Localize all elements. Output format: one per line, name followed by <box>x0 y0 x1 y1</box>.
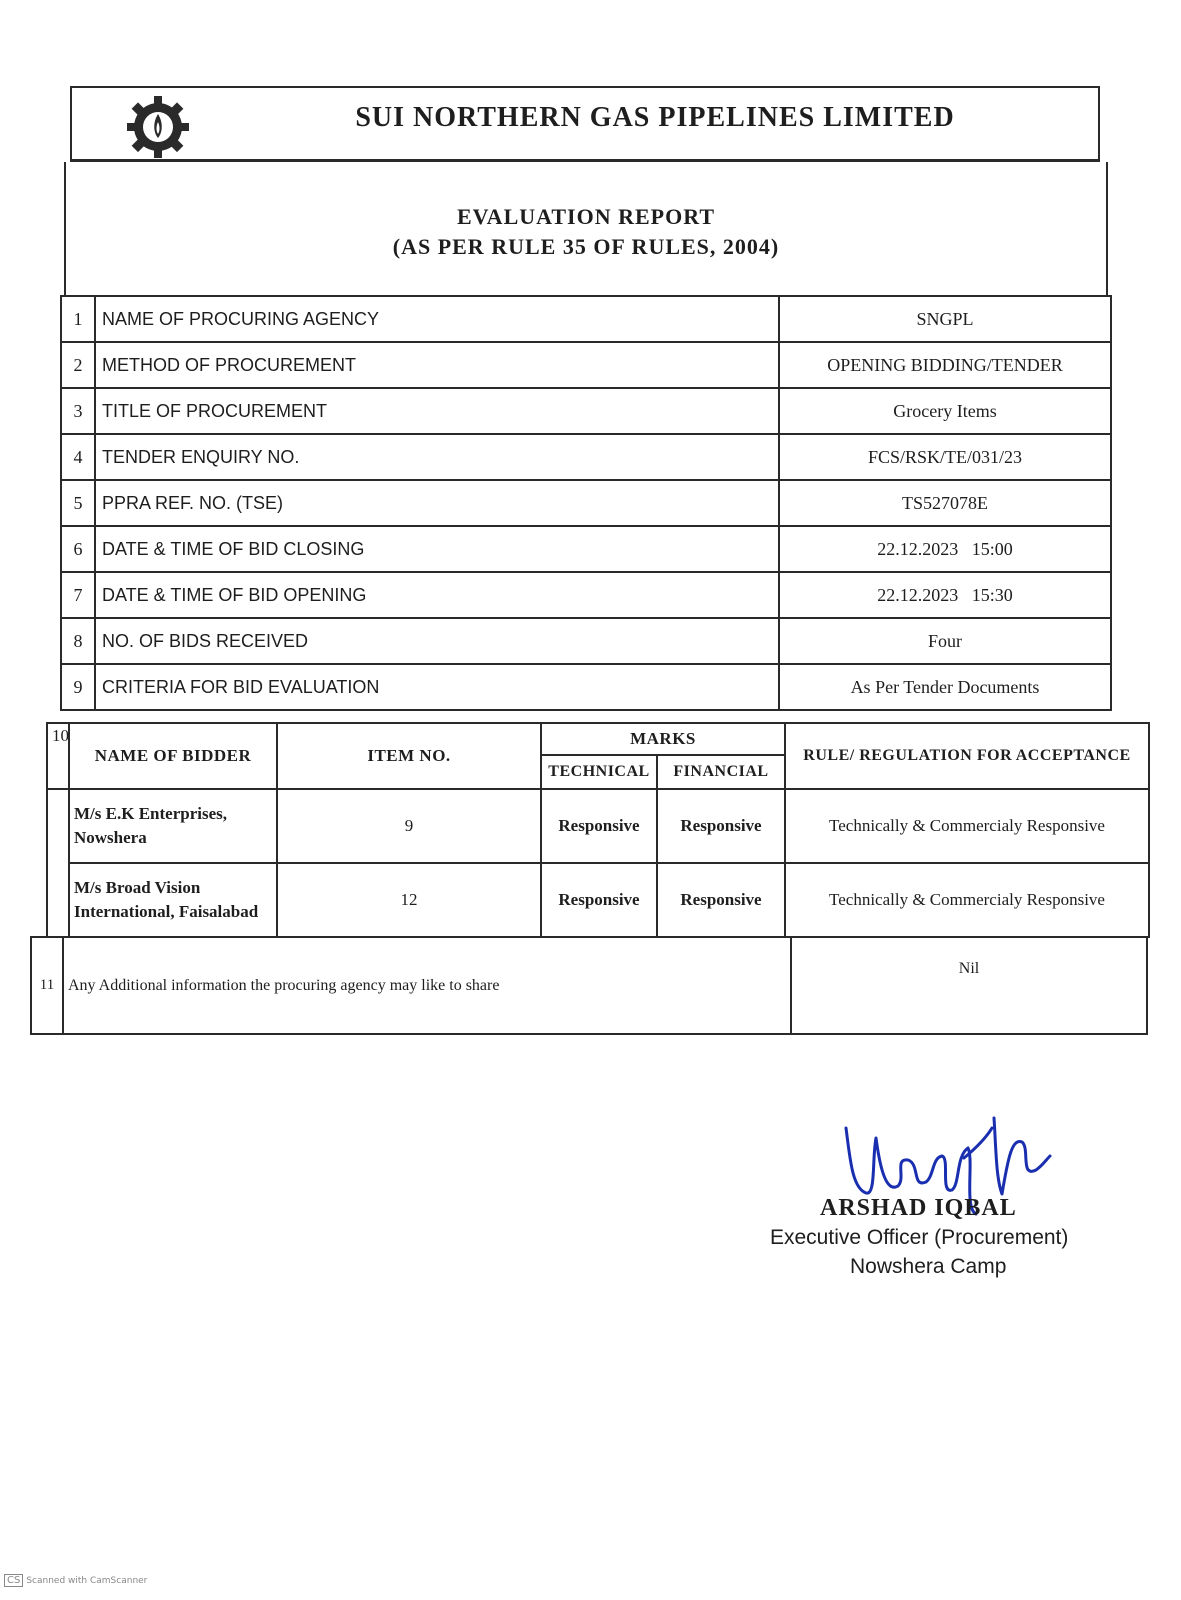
table-row <box>61 434 1111 480</box>
row-label: TENDER ENQUIRY NO. <box>95 434 779 480</box>
row-label: DATE & TIME OF BID OPENING <box>95 572 779 618</box>
row-value: Four <box>779 618 1111 664</box>
company-header <box>70 86 1100 162</box>
row-number-spacer <box>47 863 69 937</box>
row-label: METHOD OF PROCUREMENT <box>95 342 779 388</box>
row-number: 3 <box>61 388 95 434</box>
report-title: EVALUATION REPORT <box>456 204 716 229</box>
technical-mark: Responsive <box>541 863 657 937</box>
scanner-text: Scanned with CamScanner <box>26 1576 148 1586</box>
table-row <box>47 863 1149 937</box>
row-label: NO. OF BIDS RECEIVED <box>95 618 779 664</box>
table-row <box>61 342 1111 388</box>
table-row <box>61 480 1111 526</box>
table-row <box>31 937 1147 1034</box>
row-number: 7 <box>61 572 95 618</box>
row-value: OPENING BIDDING/TENDER <box>779 342 1111 388</box>
bidder-name-line2: International, Faisalabad <box>74 902 259 921</box>
row-number: 9 <box>61 664 95 710</box>
row-value: Grocery Items <box>779 388 1111 434</box>
row-number: 10 <box>47 723 69 789</box>
table-row <box>61 296 1111 342</box>
row-label: TITLE OF PROCUREMENT <box>95 388 779 434</box>
row-label: Any Additional information the procuring agency may like to share <box>63 937 791 1034</box>
procurement-info-table <box>60 295 1112 711</box>
bidder-name-line1: M/s Broad Vision <box>74 878 201 897</box>
row-number: 4 <box>61 434 95 480</box>
company-name: SUI NORTHERN GAS PIPELINES LIMITED <box>355 102 955 133</box>
header-marks: MARKS <box>541 723 785 755</box>
row-number: 2 <box>61 342 95 388</box>
scanner-watermark <box>4 1574 147 1587</box>
signatory-name: ARSHAD IQBAL <box>820 1195 1017 1221</box>
row-value: FCS/RSK/TE/031/23 <box>779 434 1111 480</box>
table-row <box>61 618 1111 664</box>
row-value: Nil <box>791 937 1147 1034</box>
technical-mark: Responsive <box>541 789 657 863</box>
header-technical: TECHNICAL <box>541 755 657 789</box>
bidder-name <box>69 789 277 863</box>
row-label: NAME OF PROCURING AGENCY <box>95 296 779 342</box>
report-subtitle: (AS PER RULE 35 OF RULES, 2004) <box>392 234 780 259</box>
header-item-no: ITEM NO. <box>277 723 541 789</box>
report-title-box <box>64 162 1108 297</box>
financial-mark: Responsive <box>657 863 785 937</box>
bidders-table <box>46 722 1150 938</box>
additional-info-table <box>30 936 1148 1035</box>
bidder-name <box>69 863 277 937</box>
row-number: 1 <box>61 296 95 342</box>
header-rule-regulation: RULE/ REGULATION FOR ACCEPTANCE <box>785 723 1149 789</box>
row-number: 5 <box>61 480 95 526</box>
header-financial: FINANCIAL <box>657 755 785 789</box>
camscanner-icon: CS <box>4 1574 23 1587</box>
table-row <box>61 388 1111 434</box>
row-label: DATE & TIME OF BID CLOSING <box>95 526 779 572</box>
row-label: PPRA REF. NO. (TSE) <box>95 480 779 526</box>
signatory-location: Nowshera Camp <box>850 1255 1007 1278</box>
row-value: 22.12.2023 15:30 <box>779 572 1111 618</box>
table-row <box>61 526 1111 572</box>
item-no: 9 <box>277 789 541 863</box>
table-row <box>61 664 1111 710</box>
row-value: TS527078E <box>779 480 1111 526</box>
rule-acceptance: Technically & Commercialy Responsive <box>785 863 1149 937</box>
table-header-row <box>47 723 1149 755</box>
table-row <box>47 789 1149 863</box>
bidder-name-line1: M/s E.K Enterprises, <box>74 804 227 823</box>
row-label: CRITERIA FOR BID EVALUATION <box>95 664 779 710</box>
financial-mark: Responsive <box>657 789 785 863</box>
header-bidder-name: NAME OF BIDDER <box>69 723 277 789</box>
row-number: 11 <box>31 937 63 1034</box>
row-value: As Per Tender Documents <box>779 664 1111 710</box>
bidder-name-line2: Nowshera <box>74 828 147 847</box>
signatory-designation: Executive Officer (Procurement) <box>770 1226 1069 1249</box>
rule-acceptance: Technically & Commercialy Responsive <box>785 789 1149 863</box>
table-row <box>61 572 1111 618</box>
row-value: SNGPL <box>779 296 1111 342</box>
row-number: 6 <box>61 526 95 572</box>
item-no: 12 <box>277 863 541 937</box>
row-number-spacer <box>47 789 69 863</box>
row-value: 22.12.2023 15:00 <box>779 526 1111 572</box>
row-number: 8 <box>61 618 95 664</box>
